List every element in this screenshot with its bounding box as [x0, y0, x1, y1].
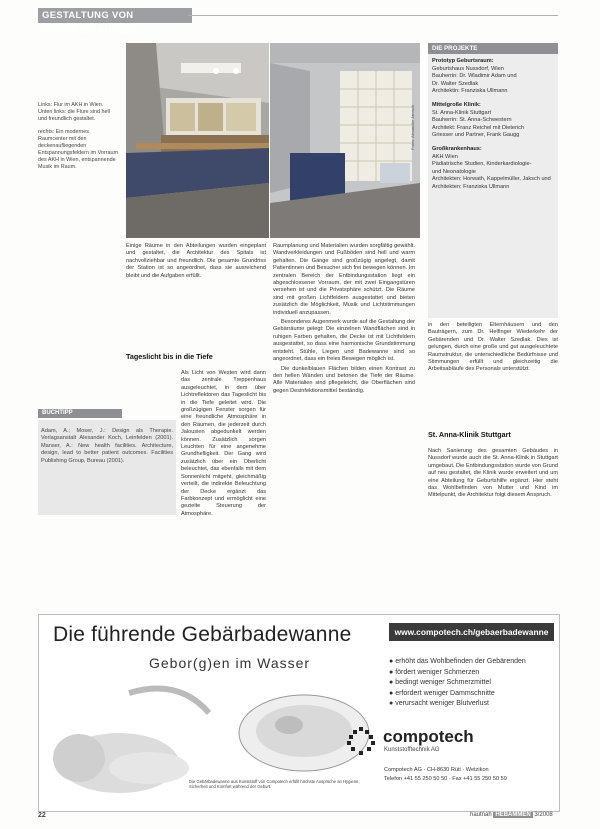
- project-line: Pädiatrische Studien, Kinderkardiologie-: [432, 161, 532, 168]
- ad-bullet: [389, 668, 554, 679]
- project-section: [432, 102, 556, 140]
- book-tip-text: Adam, A.; Moser, J.: Design als Therapie. Verlagsanstalt Alexander Koch, Leinfelden (2001). Manser, A.: New health facilities. Architecture, design, lead to better patient outcomes. Facilities Publishing Group, Bureau (2001).: [41, 428, 173, 464]
- ad-bullet-text: fördert weniger Schmerzen: [395, 668, 480, 676]
- journal-name: HEBAMMEN: [495, 812, 531, 818]
- ad-tagline: Gebor(g)en im Wasser: [149, 655, 311, 671]
- ad-bullet-text: bedingt weniger Schmerzmittel: [395, 679, 491, 686]
- column-2-paragraph: Raumplanung und Materialien wurden sorgfältig gewählt. Wandverkleidungen und Fußböden sind hell und warm gehalten. Die Gänge sind großzügig angelegt, damit Patientinnen und Besucher sich frei bewegen können. Im zentralen Bereich der Entbindungsstation liegt ein abgeschlossener Vorraum, der mit zwei Eingangstüren versehen ist und die Privatsphäre schützt. Die Räume sind mit großen Lichtfeldern ausgestattet und bieten zusätzlich die Möglichkeit, Musik und Lichtstimmungen individuell anzupassen.: [273, 243, 415, 316]
- column-1-paragraph: Als Licht von Westen wird dann das zentrale Treppenhaus ausgeleuchtet, in dem über Lichtreflektoren das Tageslicht bis in die Tiefe geleitet wird. Die großzügigen Fenster sorgen für eine freundliche Atmosphäre in den Räumen, die jederzeit durch Jalousien abgedunkelt werden können. Zusätzlich sorgen Leuchten für eine angenehme Grundhelligkeit. Der Gang wird zusätzlich über ein Oberlicht beleuchtet, das ebenfalls mit dem Sonnenlicht mitgeht, gleichmäßig verteilt, die indirekte Beleuchtung der Decke ergänzt das Farbkonzept und ermöglicht eine gezielte Steuerung der Atmosphäre.: [181, 370, 266, 517]
- compotech-logo-icon: [347, 727, 375, 755]
- project-line: Dr. Walter Szedlak: [432, 80, 479, 87]
- project-title: Großkrankenhaus:: [432, 145, 482, 152]
- bullet-icon: ●: [389, 689, 396, 697]
- project-line: AKH Wien: [432, 153, 458, 160]
- project-title: Mittelgroße Klinik:: [432, 101, 481, 108]
- ad-bullet: [389, 678, 554, 689]
- column-2-body: [273, 243, 415, 606]
- ad-bullet-text: erhöht das Wohlbefinden der Gebärenden: [395, 658, 526, 665]
- project-line: Architektin: Franziska Ullmann: [432, 88, 508, 95]
- bullet-icon: ●: [389, 668, 396, 676]
- ad-headline: Die führende Gebärbadewanne: [53, 623, 352, 646]
- subheading-st-anna: St. Anna-Klinik Stuttgart: [428, 430, 511, 439]
- column-2-paragraph: Die dunkelblauen Flächen bilden einen Kontrast zu den hellen Wänden und betonen die Tiefe der Räume. Alle Materialien sind pflegeleicht, die Oberflächen sind gegen Desinfektionsmittel beständig.: [273, 365, 415, 394]
- ad-small-caption: Die Gebärbadewanne aus Kunststoff von Compotech erfüllt höchste Ansprüche an Hygiene, Sicherheit und Komfort während der Geburt.: [189, 779, 360, 790]
- ad-bullet-text: verursacht weniger Blutverlust: [395, 700, 489, 707]
- project-line: St. Anna-Klinik Stuttgart: [432, 109, 492, 116]
- caption-paragraph: Links: Flur im AKH in Wien. Unten links: die Flure sind hell und freundlich gestaltet.: [38, 102, 110, 122]
- ad-bullet: [389, 689, 554, 700]
- ad-bullet-text: erfordert weniger Dammschnitte: [395, 689, 495, 697]
- project-line: Bauherrin: Dr. Wladimir Adam und: [432, 73, 517, 80]
- project-section: [432, 58, 556, 96]
- project-line: Griesser und Partner, Frank Gaugg: [432, 132, 520, 139]
- project-line: Architekt: Franz Reichel mit Dieterich: [432, 124, 525, 131]
- subheading-daylight: Tageslicht bis in die Tiefe: [126, 352, 213, 361]
- ad-photo: [39, 673, 219, 811]
- ad-bullet: [389, 657, 554, 668]
- book-tip-label: BUCHTIPP: [38, 409, 122, 418]
- ad-phone: Telefon +41 55 250 50 50 · Fax +41 55 250 50 59: [384, 776, 507, 782]
- photo-caption: [38, 102, 118, 177]
- bullet-icon: ●: [389, 658, 396, 665]
- room-illustration: [270, 43, 420, 238]
- ad-brand-name: compotech: [383, 727, 474, 746]
- journal-prefix: hautnah: [470, 812, 492, 818]
- column-3-body: in den beteiligten Elternhäusern und den Bauträgern, zum Dr. Helfinger Wiederkehr der Gebärenden und Dr. Walter Szedlak. Dies ist gelungen, durch eine große und gut ausgeleuchtete Raumstruktur, die unterschiedliche Bedürfnisse und Stimmungen erfüllt und gleichzeitig die Arbeitsabläufe des Personals unterstützt.: [428, 322, 558, 373]
- journal-issue: 3/2008: [534, 812, 553, 818]
- section-header: GESTALTUNG VON GEBURTSRÄUMEN: [38, 8, 192, 23]
- ad-bullet-list: [389, 657, 554, 710]
- caption-paragraph: rechts: Ein modernes Raumcenter mit den deckenaufliegenden Entspannungsfeldern im Vorraum des AKH in Wien, entspannende Musik im Raum.: [38, 129, 119, 170]
- corridor-illustration: [126, 43, 269, 238]
- column-1-intro: Einige Räume in den Abteilungen wurden eingeplant und gestaltet, die Architektur des Spitals ist nachvollziehbar und freundlich. Die gesamte Grundriss der Station ist so angeordnet, dass sie ausreichend bleibt und die Aufgaben erfüllt.: [126, 243, 266, 279]
- project-title: Prototyp Geburtsraum:: [432, 58, 494, 64]
- project-line: und Neonatologie: [432, 168, 476, 175]
- page-number: 22: [38, 812, 46, 819]
- ad-brand-sub: Kunststofftechnik AG: [384, 747, 440, 753]
- column-2-paragraph: Besonderes Augenmerk wurde auf die Gestaltung der Gebärräume gelegt: Die einzelnen Wandflächen sind in ruhigen Farben gehalten, die Decke ist mit Lichtfeldern ausgestattet, so dass eine harmonische Grundstimmung entsteht. Stühle, Liegen und Badewanne sind so angeordnet, dass ein freies Bewegen möglich ist.: [273, 319, 415, 363]
- photo-credit: Fotos: Alexander Jarosch: [410, 104, 415, 150]
- project-line: Architekten: Horwath, Kappelmüller, Jaksch und: [432, 176, 551, 183]
- ad-url[interactable]: www.compotech.ch/gebaerbadewanne: [389, 623, 554, 641]
- projects-list: [432, 58, 556, 198]
- bullet-icon: ●: [389, 679, 396, 686]
- photo-relaxation-room: [270, 43, 420, 238]
- header-rule: [188, 15, 558, 16]
- ad-bullet: [389, 699, 554, 710]
- advertisement: [38, 614, 560, 812]
- projects-heading: DIE PROJEKTE: [428, 43, 558, 54]
- project-line: Geburtshaus Nussdorf, Wien: [432, 65, 504, 72]
- ad-address: Compotech AG · CH-8630 Rüti · Wetzikon: [384, 767, 489, 773]
- baby-illustration: [39, 673, 219, 811]
- bullet-icon: ●: [389, 700, 396, 707]
- column-3-body-2: Nach Sanierung des gesamten Gebäudes in Nussdorf wurde auch die St. Anna-Klinik in Stuttgart umgebaut. Die Entbindungsstation wurde von Grund auf neu gestaltet, die Klinik wurde erweitert und um eine Abteilung für Geburtshilfe ergänzt. Hier steht das Wohlbefinden von Mutter und Kind im Mittelpunkt, die Architektur folgt diesem Anspruch.: [428, 448, 558, 499]
- project-line: Architekten: Franziska Ullmann: [432, 183, 510, 190]
- project-line: Bauherrin: St. Anna-Schwestern: [432, 117, 512, 124]
- photo-corridor: [126, 43, 269, 238]
- project-section: [432, 146, 556, 192]
- journal-line: [470, 812, 553, 818]
